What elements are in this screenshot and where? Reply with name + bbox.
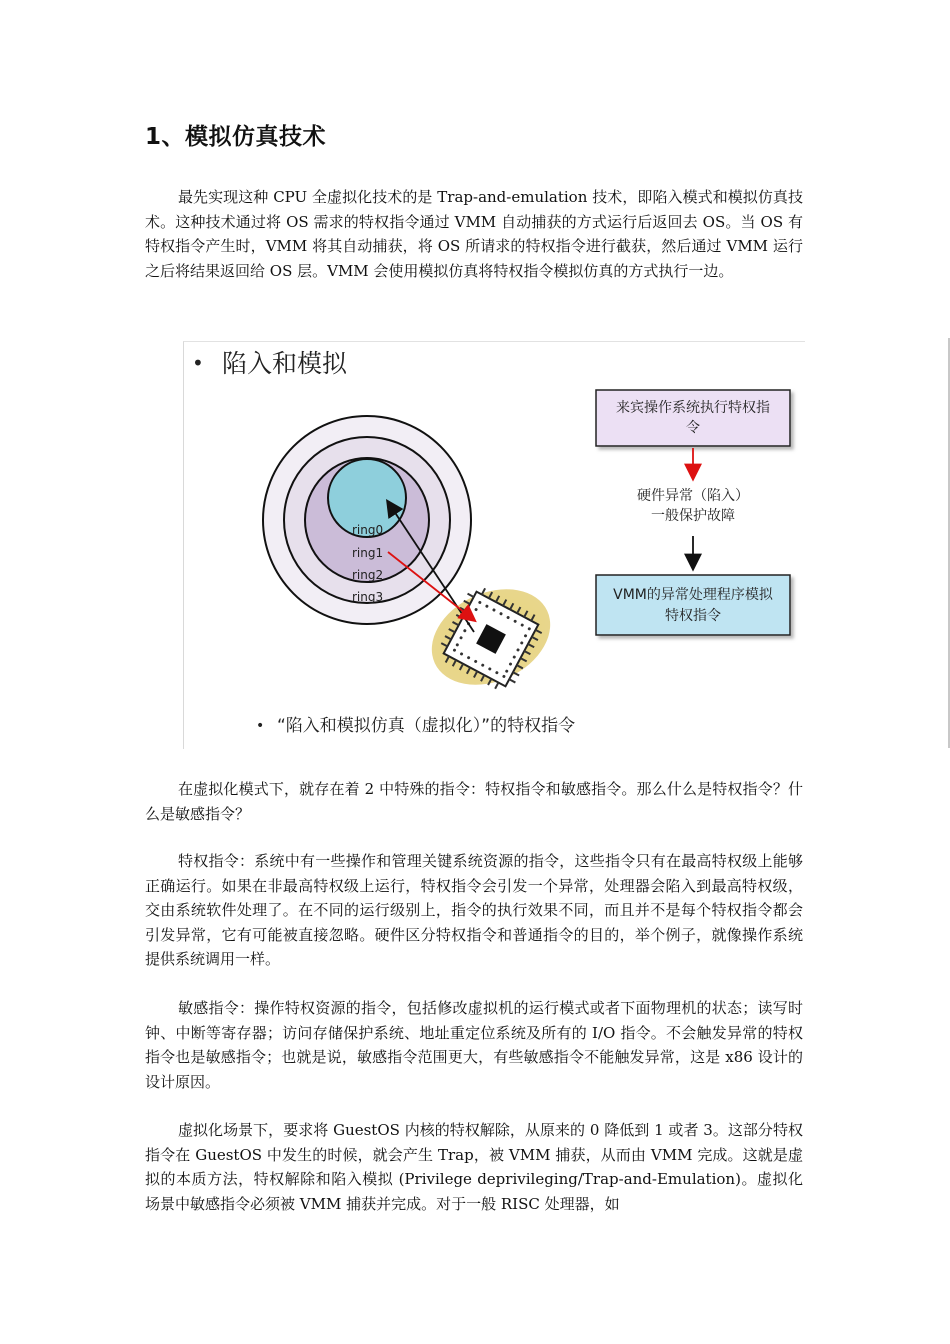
flow-exception-line1: 硬件异常（陷入）: [637, 488, 749, 504]
section-heading: 1、模拟仿真技术: [145, 124, 327, 150]
figure-svg: [184, 342, 805, 749]
figure-caption-bullet: •: [256, 718, 265, 734]
paragraph-trap-and-emulation: 最先实现这种 CPU 全虚拟化技术的是 Trap-and-emulation 技术，即陷入模式和模拟仿真技术。这种技术通过将 OS 需求的特权指令通过 VMM 自动捕获的方式运行后返回去 OS。当 OS 有特权指令产生时，VMM 将其自动捕获，将 OS 所请求的特权指令进行截获，然后通过 VMM 运行之后将结果返回给 OS 层。VMM 会使用模拟仿真将特权指令模拟仿真的方式执行一边。: [145, 188, 803, 280]
flow-box-guest-line2: 令: [686, 420, 700, 436]
ring3-label: ring3: [352, 590, 384, 604]
flow-exception-line2: 一般保护故障: [651, 508, 735, 524]
figure-bullet: •: [192, 351, 204, 375]
flow-box-vmm: [596, 575, 790, 635]
figure-caption: “陷入和模拟仿真（虚拟化）”的特权指令: [277, 716, 576, 736]
flow-box-guest: [596, 390, 790, 446]
flow-box-guest-line1: 来宾操作系统执行特权指: [616, 400, 770, 416]
flow-box-vmm-line1: VMM的异常处理程序模拟: [613, 587, 773, 603]
figure-title: 陷入和模拟: [222, 349, 348, 378]
ring0-label: ring0: [352, 523, 384, 537]
paragraph-deprivileging: 虚拟化场景下，要求将 GuestOS 内核的特权解除，从原来的 0 降低到 1 或者 3。这部分特权指令在 GuestOS 中发生的时候，就会产生 Trap，被 VMM 捕获，从而由 VMM 完成。这就是虚拟的本质方法，特权解除和陷入模拟 (Privilege deprivileging/Trap-and-Emulation)。虚拟化场景中敏感指令必须被 VMM 捕获并完成。对于一般 RISC 处理器，如: [145, 1121, 803, 1213]
ring2-label: ring2: [352, 568, 384, 582]
paragraph-intro-instructions: 在虚拟化模式下，就存在着 2 中特殊的指令：特权指令和敏感指令。那么什么是特权指令？什么是敏感指令？: [145, 780, 803, 823]
ring1-label: ring1: [352, 546, 384, 560]
paragraph-sensitive-instructions: 敏感指令：操作特权资源的指令，包括修改虚拟机的运行模式或者下面物理机的状态；读写时钟、中断等寄存器；访问存储保护系统、地址重定位系统及所有的 I/O 指令。不会触发异常的特权指令也是敏感指令；也就是说，敏感指令范围更大，有些敏感指令不能触发异常，这是 x86 设计的设计原因。: [145, 999, 803, 1091]
trap-and-emulate-figure: [183, 341, 805, 749]
paragraph-privileged-instructions: 特权指令：系统中有一些操作和管理关键系统资源的指令，这些指令只有在最高特权级上能够正确运行。如果在非最高特权级上运行，特权指令会引发一个异常，处理器会陷入到最高特权级，交由系统软件处理了。在不同的运行级别上，指令的执行效果不同，而且并不是每个特权指令都会引发异常，它有可能被直接忽略。硬件区分特权指令和普通指令的目的，举个例子，就像操作系统提供系统调用一样。: [145, 852, 803, 969]
flow-box-vmm-line2: 特权指令: [665, 608, 721, 624]
